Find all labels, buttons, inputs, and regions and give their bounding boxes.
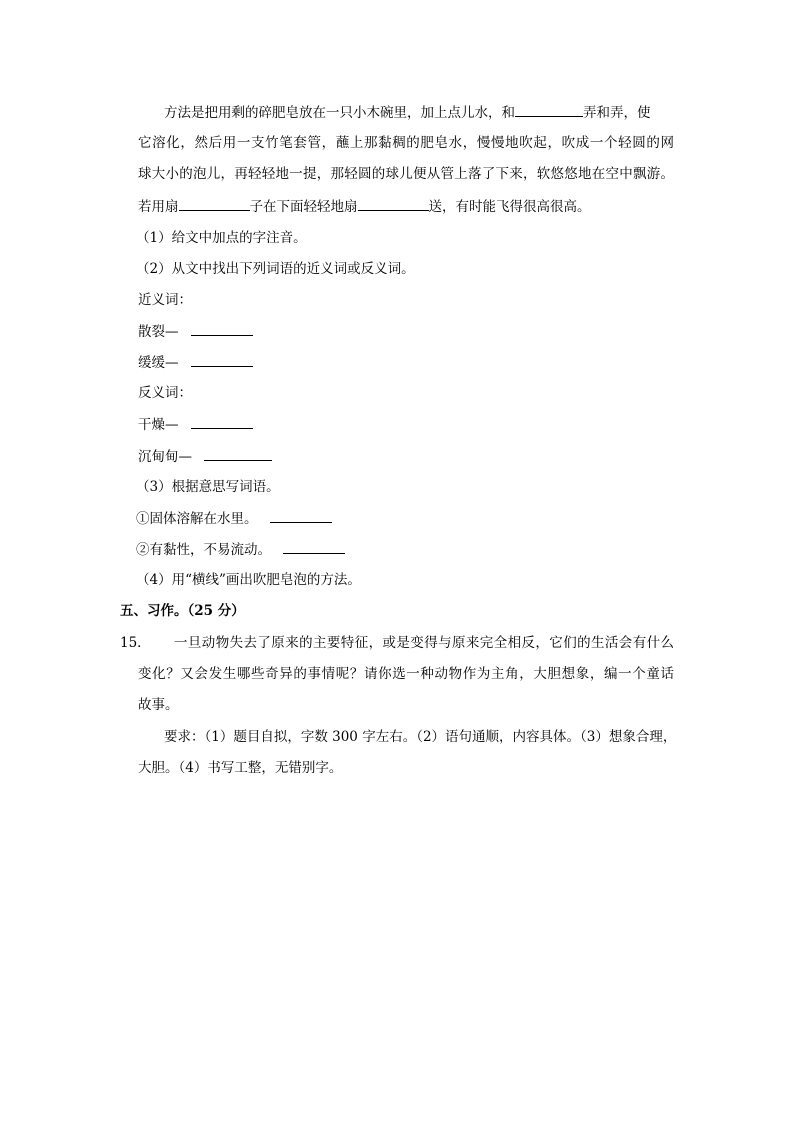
question-3-item-1-text: ①固体溶解在水里。: [136, 511, 258, 527]
antonym-item-1: [138, 414, 253, 434]
synonym-word-2: 缓缓—: [138, 355, 179, 371]
answer-blank[interactable]: [270, 508, 332, 523]
writing-prompt-line-3: 故事。: [138, 697, 179, 713]
requirements-line-2: 大胆。（4）书写工整，无错别字。: [138, 760, 343, 776]
synonym-item-2: [138, 352, 253, 372]
answer-blank[interactable]: [283, 539, 345, 554]
question-1: （1）给文中加点的字注音。: [136, 230, 307, 246]
synonym-item-1: [138, 321, 253, 341]
passage-line-1-start: 方法是把用剩的碎肥皂放在一只小木碗里，加上点儿水，和: [164, 105, 515, 121]
writing-prompt-line-1: 一旦动物失去了原来的主要特征，或是变得与原来完全相反，它们的生活会有什么: [174, 635, 674, 651]
passage-line-1: [164, 102, 660, 122]
synonym-word-1: 散裂—: [138, 324, 179, 340]
answer-blank[interactable]: [191, 321, 253, 336]
writing-prompt-line-2: 变化？又会发生哪些奇异的事情呢？请你选一种动物作为主角，大胆想象，编一个童话: [138, 666, 674, 682]
passage-line-4: [138, 196, 591, 216]
answer-blank[interactable]: [191, 414, 253, 429]
passage-line-3: 球大小的泡儿，再轻轻地一提，那轻圆的球儿便从管上落了下来，软悠悠地在空中飘游。: [138, 166, 674, 182]
section-heading: 五、习作。（25 分）: [120, 603, 245, 619]
question-3-item-2: [136, 539, 345, 559]
passage-line-4-end: 送，有时能飞得很高很高。: [428, 199, 591, 215]
question-3-item-1: [136, 508, 332, 528]
question-2: （2）从文中找出下列词语的近义词或反义词。: [136, 261, 415, 277]
passage-line-2: 它溶化，然后用一支竹笔套管，蘸上那黏稠的肥皂水，慢慢地吹起，吹成一个轻圆的网: [138, 135, 674, 151]
requirements-line-1: 要求：（1）题目自拟，字数 300 字左右。（2）语句通顺，内容具体。（3）想象合理，: [164, 729, 677, 745]
question-number: 15．: [120, 635, 151, 651]
answer-blank[interactable]: [358, 196, 429, 211]
question-3-item-2-text: ②有黏性，不易流动。: [136, 542, 271, 558]
synonyms-label: 近义词：: [138, 292, 192, 308]
answer-blank[interactable]: [204, 446, 272, 461]
answer-blank[interactable]: [179, 196, 250, 211]
question-3: （3）根据意思写词语。: [136, 479, 280, 495]
answer-blank[interactable]: [515, 102, 583, 117]
answer-blank[interactable]: [191, 352, 253, 367]
passage-line-1-end: 弄和弄，使: [583, 105, 651, 121]
antonyms-label: 反义词：: [138, 385, 192, 401]
antonym-word-2: 沉甸甸—: [138, 449, 192, 465]
passage-line-4-start: 若用扇: [138, 199, 179, 215]
passage-line-4-middle: 子在下面轻轻地扇: [249, 199, 358, 215]
antonym-word-1: 干燥—: [138, 417, 179, 433]
question-4: （4）用“横线”画出吹肥皂泡的方法。: [136, 572, 361, 588]
antonym-item-2: [138, 446, 272, 466]
